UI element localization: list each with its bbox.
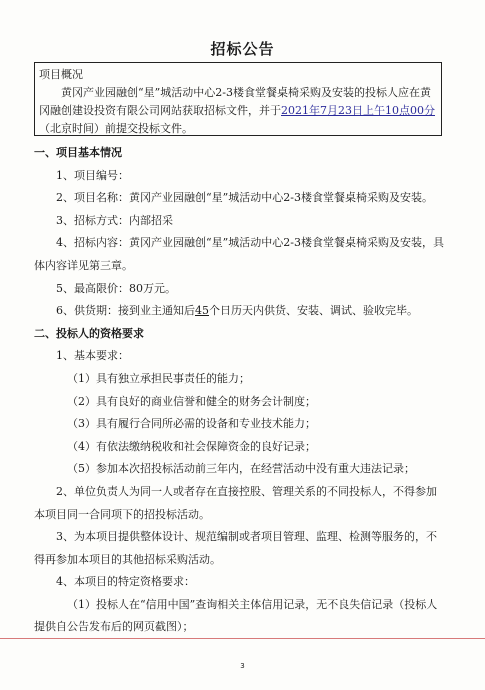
section-1-heading: 一、项目基本情况 (34, 146, 122, 159)
overview-text-1: 黄冈产业园融创“星”城活动中心2-3楼食堂餐桌椅采购及安装的投标人应在黄冈融创建设投资有限公司网站获取招标文件，并于 (39, 86, 431, 117)
project-name: 2、项目名称：黄冈产业园融创“星”城活动中心2-3楼食堂餐桌椅采购及安装。 (56, 191, 433, 205)
section-2-heading: 二、投标人的资格要求 (34, 326, 144, 340)
page-title: 招标公告 (210, 40, 275, 58)
delivery-period (34, 300, 444, 323)
delivery-period-text-a: 6、供货期：接到业主通知后 (56, 304, 195, 318)
basic-requirement-5: （5）参加本次招投标活动前三年内，在经营活动中没有重大违法记录； (67, 462, 415, 476)
requirement-4-1: （1）投标人在“信用中国”查询相关主体信用记录，无不良失信记录（投标人提供自公告发布后的网页截图）； (34, 597, 438, 634)
overview-text-2: （北京时间）前提交投标文件。 (39, 122, 193, 135)
overview-heading: 项目概况 (39, 68, 83, 81)
basic-requirement-3: （3）具有履行合同所必需的设备和专业技术能力； (67, 417, 316, 431)
requirement-2: 2、单位负责人为同一人或者存在直接控股、管理关系的不同投标人，不得参加本项目同一合同项下的招投标活动。 (34, 484, 437, 521)
project-number: 1、项目编号： (56, 168, 129, 182)
requirement-4: 4、本项目的特定资格要求： (56, 575, 195, 589)
overview-text (39, 84, 437, 138)
basic-requirement-2: （2）具有良好的商业信誉和健全的财务会计制度； (67, 394, 316, 408)
document-body (34, 142, 444, 639)
project-overview-box (34, 62, 442, 136)
basic-requirements-heading: 1、基本要求： (56, 349, 129, 363)
overview-deadline: 2021年7月23日上午10点00分 (281, 104, 435, 117)
basic-requirement-4: （4）有依法缴纳税收和社会保障资金的良好记录； (67, 439, 316, 453)
delivery-period-text-b: 个日历天内供货、安装、调试、验收完毕。 (209, 304, 418, 318)
delivery-days: 45 (195, 304, 209, 318)
tender-method: 3、招标方式：内部招采 (56, 213, 173, 227)
price-limit: 5、最高限价：80万元。 (56, 281, 176, 295)
basic-requirement-1: （1）具有独立承担民事责任的能力； (67, 371, 250, 385)
footer-divider (0, 638, 485, 639)
requirement-3: 3、为本项目提供整体设计、规范编制或者项目管理、监理、检测等服务的，不得再参加本项目的其他招标采购活动。 (34, 530, 437, 566)
page-number: 3 (240, 662, 245, 670)
tender-content: 4、招标内容：黄冈产业园融创“星”城活动中心2-3楼食堂餐桌椅采购及安装，具体内容详见第三章。 (34, 236, 444, 272)
